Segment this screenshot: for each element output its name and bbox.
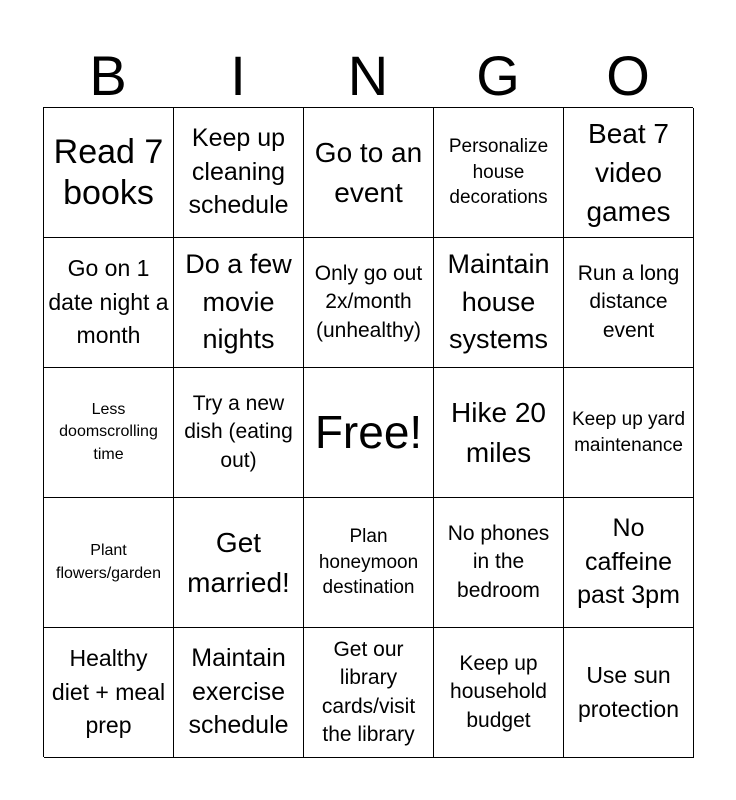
bingo-cell-r5-c1[interactable] — [44, 628, 174, 758]
bingo-header — [43, 44, 693, 108]
header-letter-n: N — [347, 44, 389, 107]
bingo-cell-r2-c5[interactable] — [564, 238, 694, 368]
cell-text: Beat 7 video games — [586, 117, 671, 228]
cell-text: Get married! — [187, 527, 290, 598]
cell-text: Maintain house systems — [447, 248, 550, 355]
cell-text: Keep up household budget — [450, 651, 547, 732]
bingo-cell-r3-c4[interactable] — [434, 368, 564, 498]
cell-text: Get our library cards/visit the library — [321, 637, 416, 746]
cell-text: Read 7 books — [53, 132, 164, 212]
bingo-cell-r2-c2[interactable] — [174, 238, 304, 368]
cell-text: Keep up yard maintenance — [571, 408, 686, 456]
cell-text: Only go out 2x/month (unhealthy) — [314, 261, 423, 342]
cell-text: Healthy diet + meal prep — [51, 645, 166, 739]
cell-text: No caffeine past 3pm — [577, 513, 680, 610]
bingo-cell-r4-c3[interactable] — [304, 498, 434, 628]
bingo-cell-r4-c1[interactable] — [44, 498, 174, 628]
header-letter-g: G — [476, 44, 520, 107]
cell-text: Go on 1 date night a month — [48, 255, 169, 349]
cell-text: Do a few movie nights — [185, 248, 292, 355]
cell-text: Run a long distance event — [577, 261, 680, 342]
bingo-cell-r5-c4[interactable] — [434, 628, 564, 758]
cell-text: Try a new dish (eating out) — [184, 391, 293, 472]
cell-text: Hike 20 miles — [451, 397, 546, 468]
bingo-cell-r1-c1[interactable] — [44, 108, 174, 238]
header-letter-b: B — [89, 44, 127, 107]
header-letter-i: I — [230, 44, 246, 107]
bingo-cell-r4-c2[interactable] — [174, 498, 304, 628]
header-letter-o: O — [606, 44, 650, 107]
bingo-board — [43, 107, 693, 757]
cell-text: Maintain exercise schedule — [188, 643, 289, 740]
bingo-cell-r1-c3[interactable] — [304, 108, 434, 238]
bingo-cell-r5-c2[interactable] — [174, 628, 304, 758]
bingo-cell-r3-c5[interactable] — [564, 368, 694, 498]
bingo-cell-r4-c4[interactable] — [434, 498, 564, 628]
bingo-cell-r2-c3[interactable] — [304, 238, 434, 368]
bingo-cell-r2-c1[interactable] — [44, 238, 174, 368]
bingo-cell-r5-c5[interactable] — [564, 628, 694, 758]
cell-text: Plant flowers/garden — [56, 542, 161, 582]
bingo-cell-r2-c4[interactable] — [434, 238, 564, 368]
bingo-cell-r3-c2[interactable] — [174, 368, 304, 498]
cell-text: Use sun protection — [577, 662, 679, 722]
cell-text: Keep up cleaning schedule — [188, 123, 289, 220]
cell-text: Plan honeymoon destination — [318, 526, 419, 599]
bingo-cell-r4-c5[interactable] — [564, 498, 694, 628]
bingo-cell-r1-c4[interactable] — [434, 108, 564, 238]
cell-text: No phones in the bedroom — [447, 521, 550, 602]
bingo-cell-r5-c3[interactable] — [304, 628, 434, 758]
bingo-cell-r1-c5[interactable] — [564, 108, 694, 238]
bingo-cell-r1-c2[interactable] — [174, 108, 304, 238]
cell-text: Less doomscrolling time — [59, 400, 158, 463]
bingo-cell-r3-c1[interactable] — [44, 368, 174, 498]
cell-text: Go to an event — [314, 137, 423, 208]
free-space-text: Free! — [314, 406, 423, 459]
cell-text: Personalize house decorations — [448, 136, 549, 209]
bingo-cell-r3-c3-free[interactable] — [304, 368, 434, 498]
